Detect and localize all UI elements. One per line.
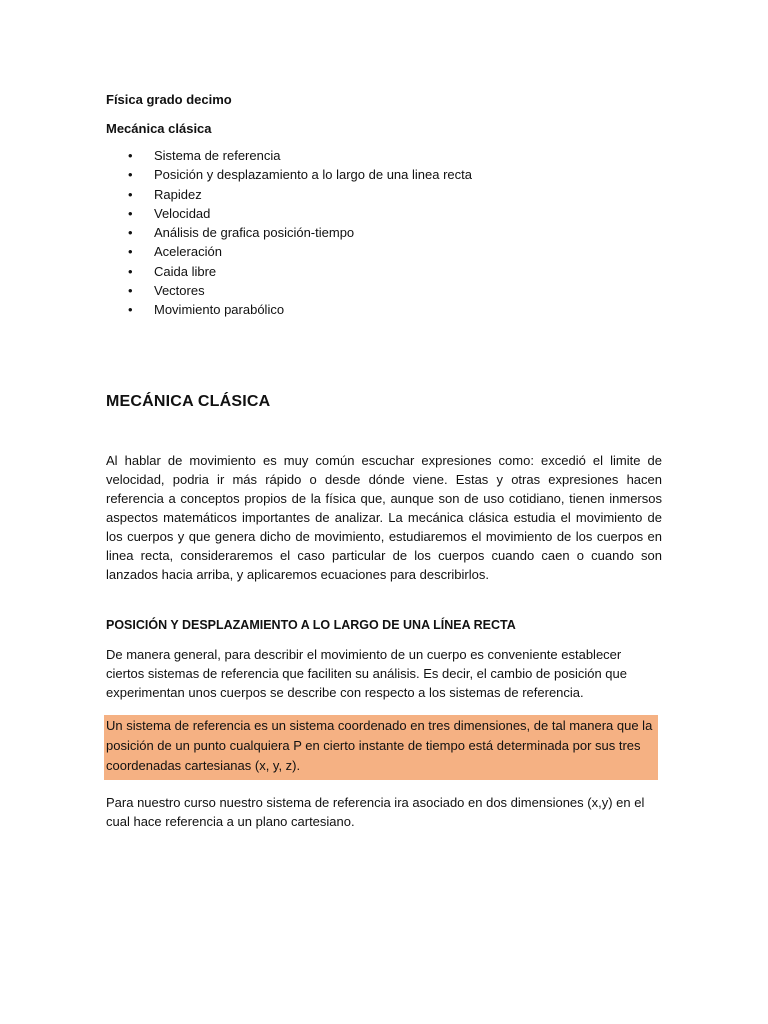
highlighted-definition: Un sistema de referencia es un sistema coordenado en tres dimensiones, de tal manera que la posición de un punto cualquiera P en cierto instante de tiempo está determinada por sus tres coordenadas cartesianas (x, y, z). — [104, 715, 658, 780]
section-heading-mecanica: MECÁNICA CLÁSICA — [106, 392, 271, 410]
list-item-text: Velocidad — [154, 205, 211, 221]
list-item — [106, 300, 662, 319]
bullet-icon: • — [128, 167, 133, 183]
list-item — [106, 185, 662, 204]
document-body — [106, 90, 662, 844]
bullet-icon: • — [128, 263, 133, 279]
section-heading-posicion: POSICIÓN Y DESPLAZAMIENTO A LO LARGO DE UNA LÍNEA RECTA — [106, 617, 516, 632]
bullet-icon: • — [128, 283, 133, 299]
document-subtitle: Mecánica clásica — [106, 121, 212, 136]
paragraph-curso: Para nuestro curso nuestro sistema de referencia ira asociado en dos dimensiones (x,y) en el cual hace referencia a un plano cartesiano. — [106, 794, 645, 829]
bullet-icon: • — [128, 302, 133, 318]
document-title: Física grado decimo — [106, 92, 232, 107]
list-item-text: Movimiento parabólico — [154, 302, 285, 318]
list-item-text: Análisis de grafica posición-tiempo — [154, 225, 355, 241]
list-item — [106, 204, 662, 223]
list-item — [106, 281, 662, 300]
bullet-icon: • — [128, 244, 133, 260]
bullet-icon: • — [128, 225, 133, 241]
bullet-icon: • — [128, 205, 133, 221]
list-item — [106, 146, 662, 165]
list-item-text: Vectores — [154, 283, 205, 299]
list-item — [106, 223, 662, 242]
list-item — [106, 262, 662, 281]
list-item-text: Caida libre — [154, 263, 217, 279]
list-item-text: Posición y desplazamiento a lo largo de una linea recta — [154, 167, 472, 183]
list-item-text: Sistema de referencia — [154, 148, 281, 163]
topics-list — [106, 146, 662, 320]
list-item — [106, 242, 662, 261]
intro-paragraph: Al hablar de movimiento es muy común escuchar expresiones como: excedió el limite de velocidad, podria ir más rápido o desde dónde viene. Estas y otras expresiones hacen referencia a conceptos propios de la física que, aunque son de uso cotidiano, tienen inmersos aspectos matemáticos importantes de analizar. La mecánica clásica estudia el movimiento de los cuerpos y que genera dicho de movimiento, estudiaremos el movimiento de los cuerpos en linea recta, consideraremos el caso particular de los cuerpos cuando caen o cuando son lanzados hacia arriba, y aplicaremos ecuaciones para describirlos. — [106, 452, 662, 582]
bullet-icon: • — [128, 148, 133, 163]
list-item-text: Aceleración — [154, 244, 222, 260]
paragraph-sistemas: De manera general, para describir el movimiento de un cuerpo es conveniente establecer ciertos sistemas de referencia que faciliten su análisis. Es decir, el cambio de posición que experimentan unos cuerpos se describe con respecto a los sistemas de referencia. — [106, 646, 627, 700]
bullet-icon: • — [128, 186, 133, 202]
list-item — [106, 165, 662, 184]
list-item-text: Rapidez — [154, 186, 202, 202]
